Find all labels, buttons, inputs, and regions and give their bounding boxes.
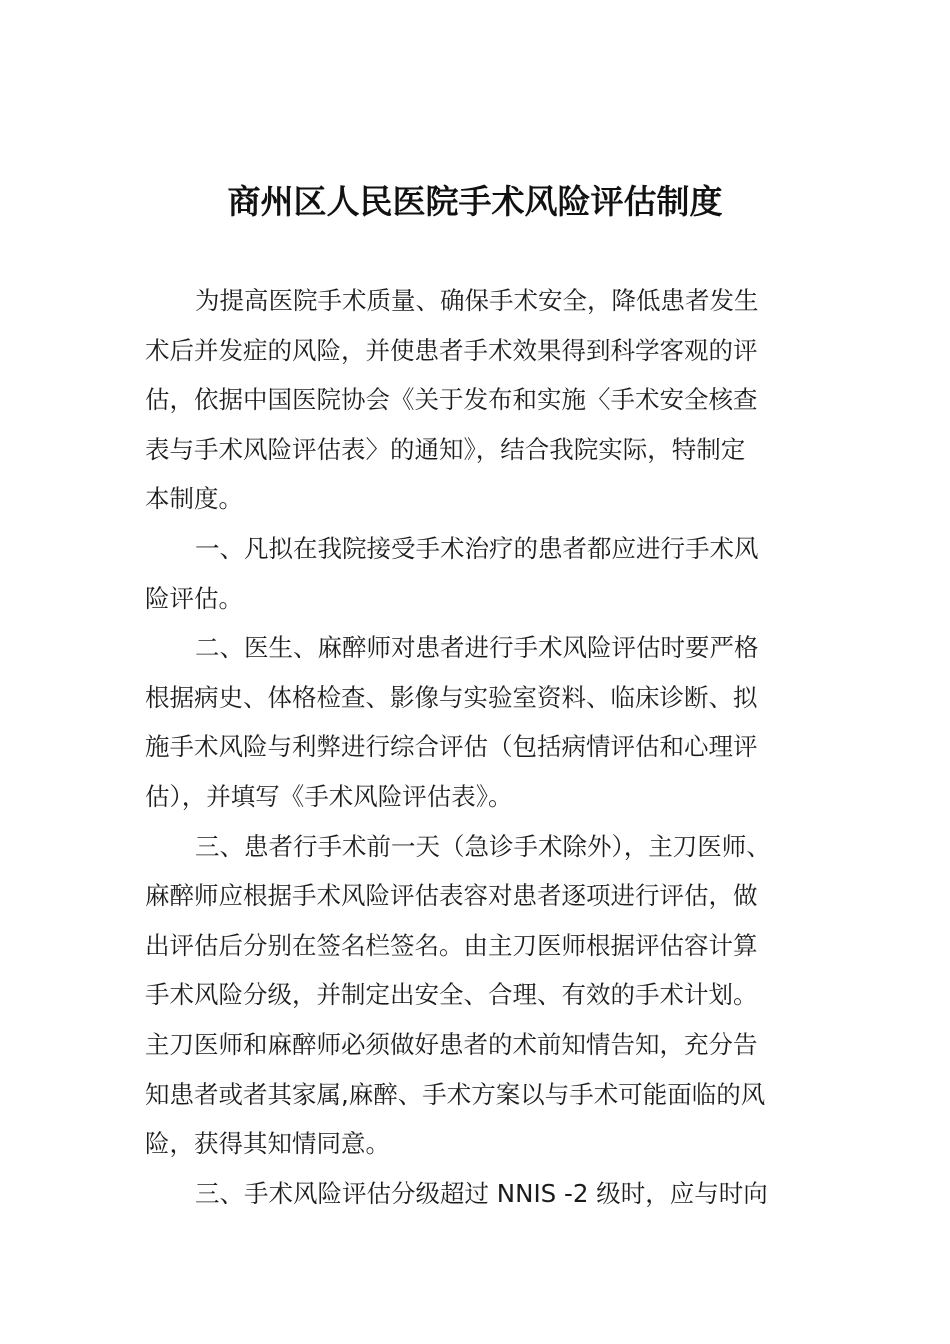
body-line: 知患者或者其家属,麻醉、手术方案以与手术可能面临的风 bbox=[145, 1079, 766, 1109]
body-line: 险，获得其知情同意。 bbox=[145, 1129, 390, 1159]
body-line: 一、凡拟在我院接受手术治疗的患者都应进行手术风 bbox=[195, 533, 759, 563]
body-line: 本制度。 bbox=[145, 484, 243, 514]
body-line: 估，依据中国医院协会《关于发布和实施〈手术安全核查 bbox=[145, 385, 758, 415]
body-line: 二、医生、麻醉师对患者进行手术风险评估时要严格 bbox=[195, 633, 759, 663]
body-line: 根据病史、体格检查、影像与实验室资料、临床诊断、拟 bbox=[145, 682, 758, 712]
body-line: 表与手术风险评估表〉的通知》，结合我院实际，特制定 bbox=[145, 434, 746, 464]
body-line: 麻醉师应根据手术风险评估表容对患者逐项进行评估，做 bbox=[145, 881, 758, 911]
body-line: 手术风险分级，并制定出安全、合理、有效的手术计划。 bbox=[145, 980, 758, 1010]
body-line: 主刀医师和麻醉师必须做好患者的术前知情告知，充分告 bbox=[145, 1029, 758, 1059]
body-line: 险评估。 bbox=[145, 583, 243, 613]
body-line: 出评估后分别在签名栏签名。由主刀医师根据评估容计算 bbox=[145, 930, 758, 960]
body-line: 为提高医院手术质量、确保手术安全，降低患者发生 bbox=[195, 286, 759, 315]
body-line: 三、患者行手术前一天（急诊手术除外），主刀医师、 bbox=[195, 831, 771, 861]
body-line: 术后并发症的风险，并使患者手术效果得到科学客观的评 bbox=[145, 335, 758, 365]
document-title: 商州区人民医院手术风险评估制度 bbox=[227, 182, 723, 221]
body-line: 施手术风险与利弊进行综合评估（包括病情评估和心理评 bbox=[145, 732, 758, 762]
document-body bbox=[145, 276, 810, 1218]
body-line: 三、手术风险评估分级超过 NNIS -2 级时，应与时向 bbox=[195, 1178, 768, 1208]
body-line: 估），并填写《手术风险评估表》。 bbox=[145, 781, 513, 811]
